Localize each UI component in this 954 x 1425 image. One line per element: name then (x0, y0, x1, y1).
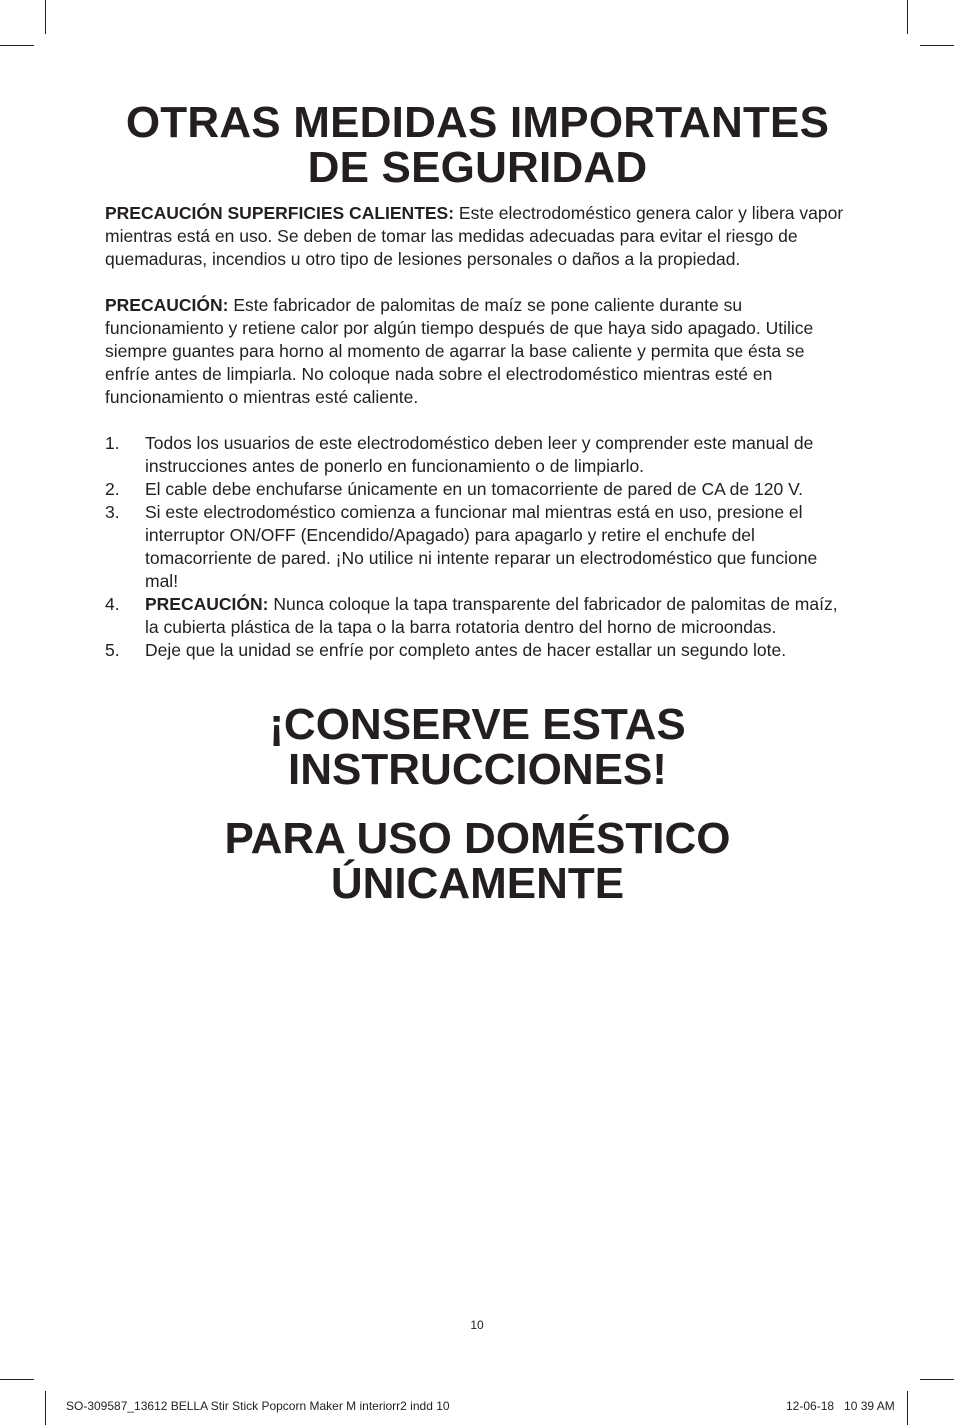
crop-mark-top-right-v (907, 0, 908, 34)
household-use-heading (105, 816, 850, 906)
crop-mark-bottom-right-h (920, 1379, 954, 1380)
save-instructions-heading (105, 702, 850, 792)
list-item-text: Deje que la unidad se enfríe por completo antes de hacer estallar un segundo lote. (145, 640, 787, 660)
list-item (105, 639, 850, 662)
crop-mark-top-left-h (0, 45, 34, 46)
footer-timestamp: 12-06-18 10 39 AM (786, 1399, 895, 1413)
crop-mark-top-left-v (45, 0, 46, 34)
page-content (105, 100, 850, 906)
save-instructions-line2: INSTRUCCIONES! (288, 745, 667, 794)
list-item-caution-label: PRECAUCIÓN: (145, 594, 269, 614)
list-item (105, 501, 850, 593)
household-use-line2: ÚNICAMENTE (330, 859, 625, 908)
page-title (105, 100, 850, 190)
save-instructions-line1: ¡CONSERVE ESTAS (269, 700, 686, 749)
list-item (105, 593, 850, 639)
page-number: 10 (470, 1318, 484, 1332)
caution-general-label: PRECAUCIÓN: (105, 295, 229, 315)
list-item-text: El cable debe enchufarse únicamente en un tomacorriente de pared de CA de 120 V. (145, 479, 804, 499)
list-item-text: Todos los usuarios de este electrodoméstico deben leer y comprender este manual de instrucciones antes de ponerlo en funcionamiento o de limpiarlo. (145, 433, 814, 476)
list-item-text: PRECAUCIÓN: Nunca coloque la tapa transparente del fabricador de palomitas de maíz, la cubierta plástica de la tapa o la barra rotatoria dentro del horno de microondas. (145, 594, 838, 637)
list-item (105, 432, 850, 478)
list-item-number: 5. (105, 640, 120, 660)
list-item-number: 4. (105, 594, 120, 614)
list-item (105, 478, 850, 501)
page-title-line1: OTRAS MEDIDAS IMPORTANTES (125, 98, 830, 147)
crop-mark-bottom-right-v (907, 1391, 908, 1425)
crop-mark-bottom-left-v (45, 1391, 46, 1425)
crop-mark-top-right-h (920, 45, 954, 46)
household-use-line1: PARA USO DOMÉSTICO (224, 814, 731, 863)
list-item-text: Si este electrodoméstico comienza a funcionar mal mientras está en uso, presione el interruptor ON/OFF (Encendido/Apagado) para apagarlo y retire el enchufe del tomacorriente de pared. ¡No utilice ni intente reparar un electrodoméstico que funcione mal! (145, 502, 818, 591)
list-item-number: 2. (105, 479, 120, 499)
list-item-number: 3. (105, 502, 120, 522)
caution-general (105, 294, 850, 409)
crop-mark-bottom-left-h (0, 1379, 34, 1380)
caution-hot-label: PRECAUCIÓN SUPERFICIES CALIENTES: (105, 203, 455, 223)
caution-hot-text: Este electrodoméstico genera calor y libera vapor mientras está en uso. Se deben de tomar las medidas adecuadas para evitar el riesgo de quemaduras, incendios u otro tipo de lesiones personales o daños a la propiedad. (105, 203, 844, 269)
caution-general-text: Este fabricador de palomitas de maíz se pone caliente durante su funcionamiento y retiene calor por algún tiempo después de que haya sido apagado. Utilice siempre guantes para horno al momento de agarrar la base caliente y permita que ésta se enfríe antes de limpiarla. No coloque nada sobre el electrodoméstico mientras esté en funcionamiento o mientras esté caliente. (105, 295, 814, 407)
caution-hot-surfaces (105, 202, 850, 271)
list-item-number: 1. (105, 433, 120, 453)
safety-list (105, 432, 850, 662)
page-title-line2: DE SEGURIDAD (307, 143, 648, 192)
footer-file-name: SO-309587_13612 BELLA Stir Stick Popcorn Maker M interiorr2 indd 10 (66, 1399, 450, 1413)
